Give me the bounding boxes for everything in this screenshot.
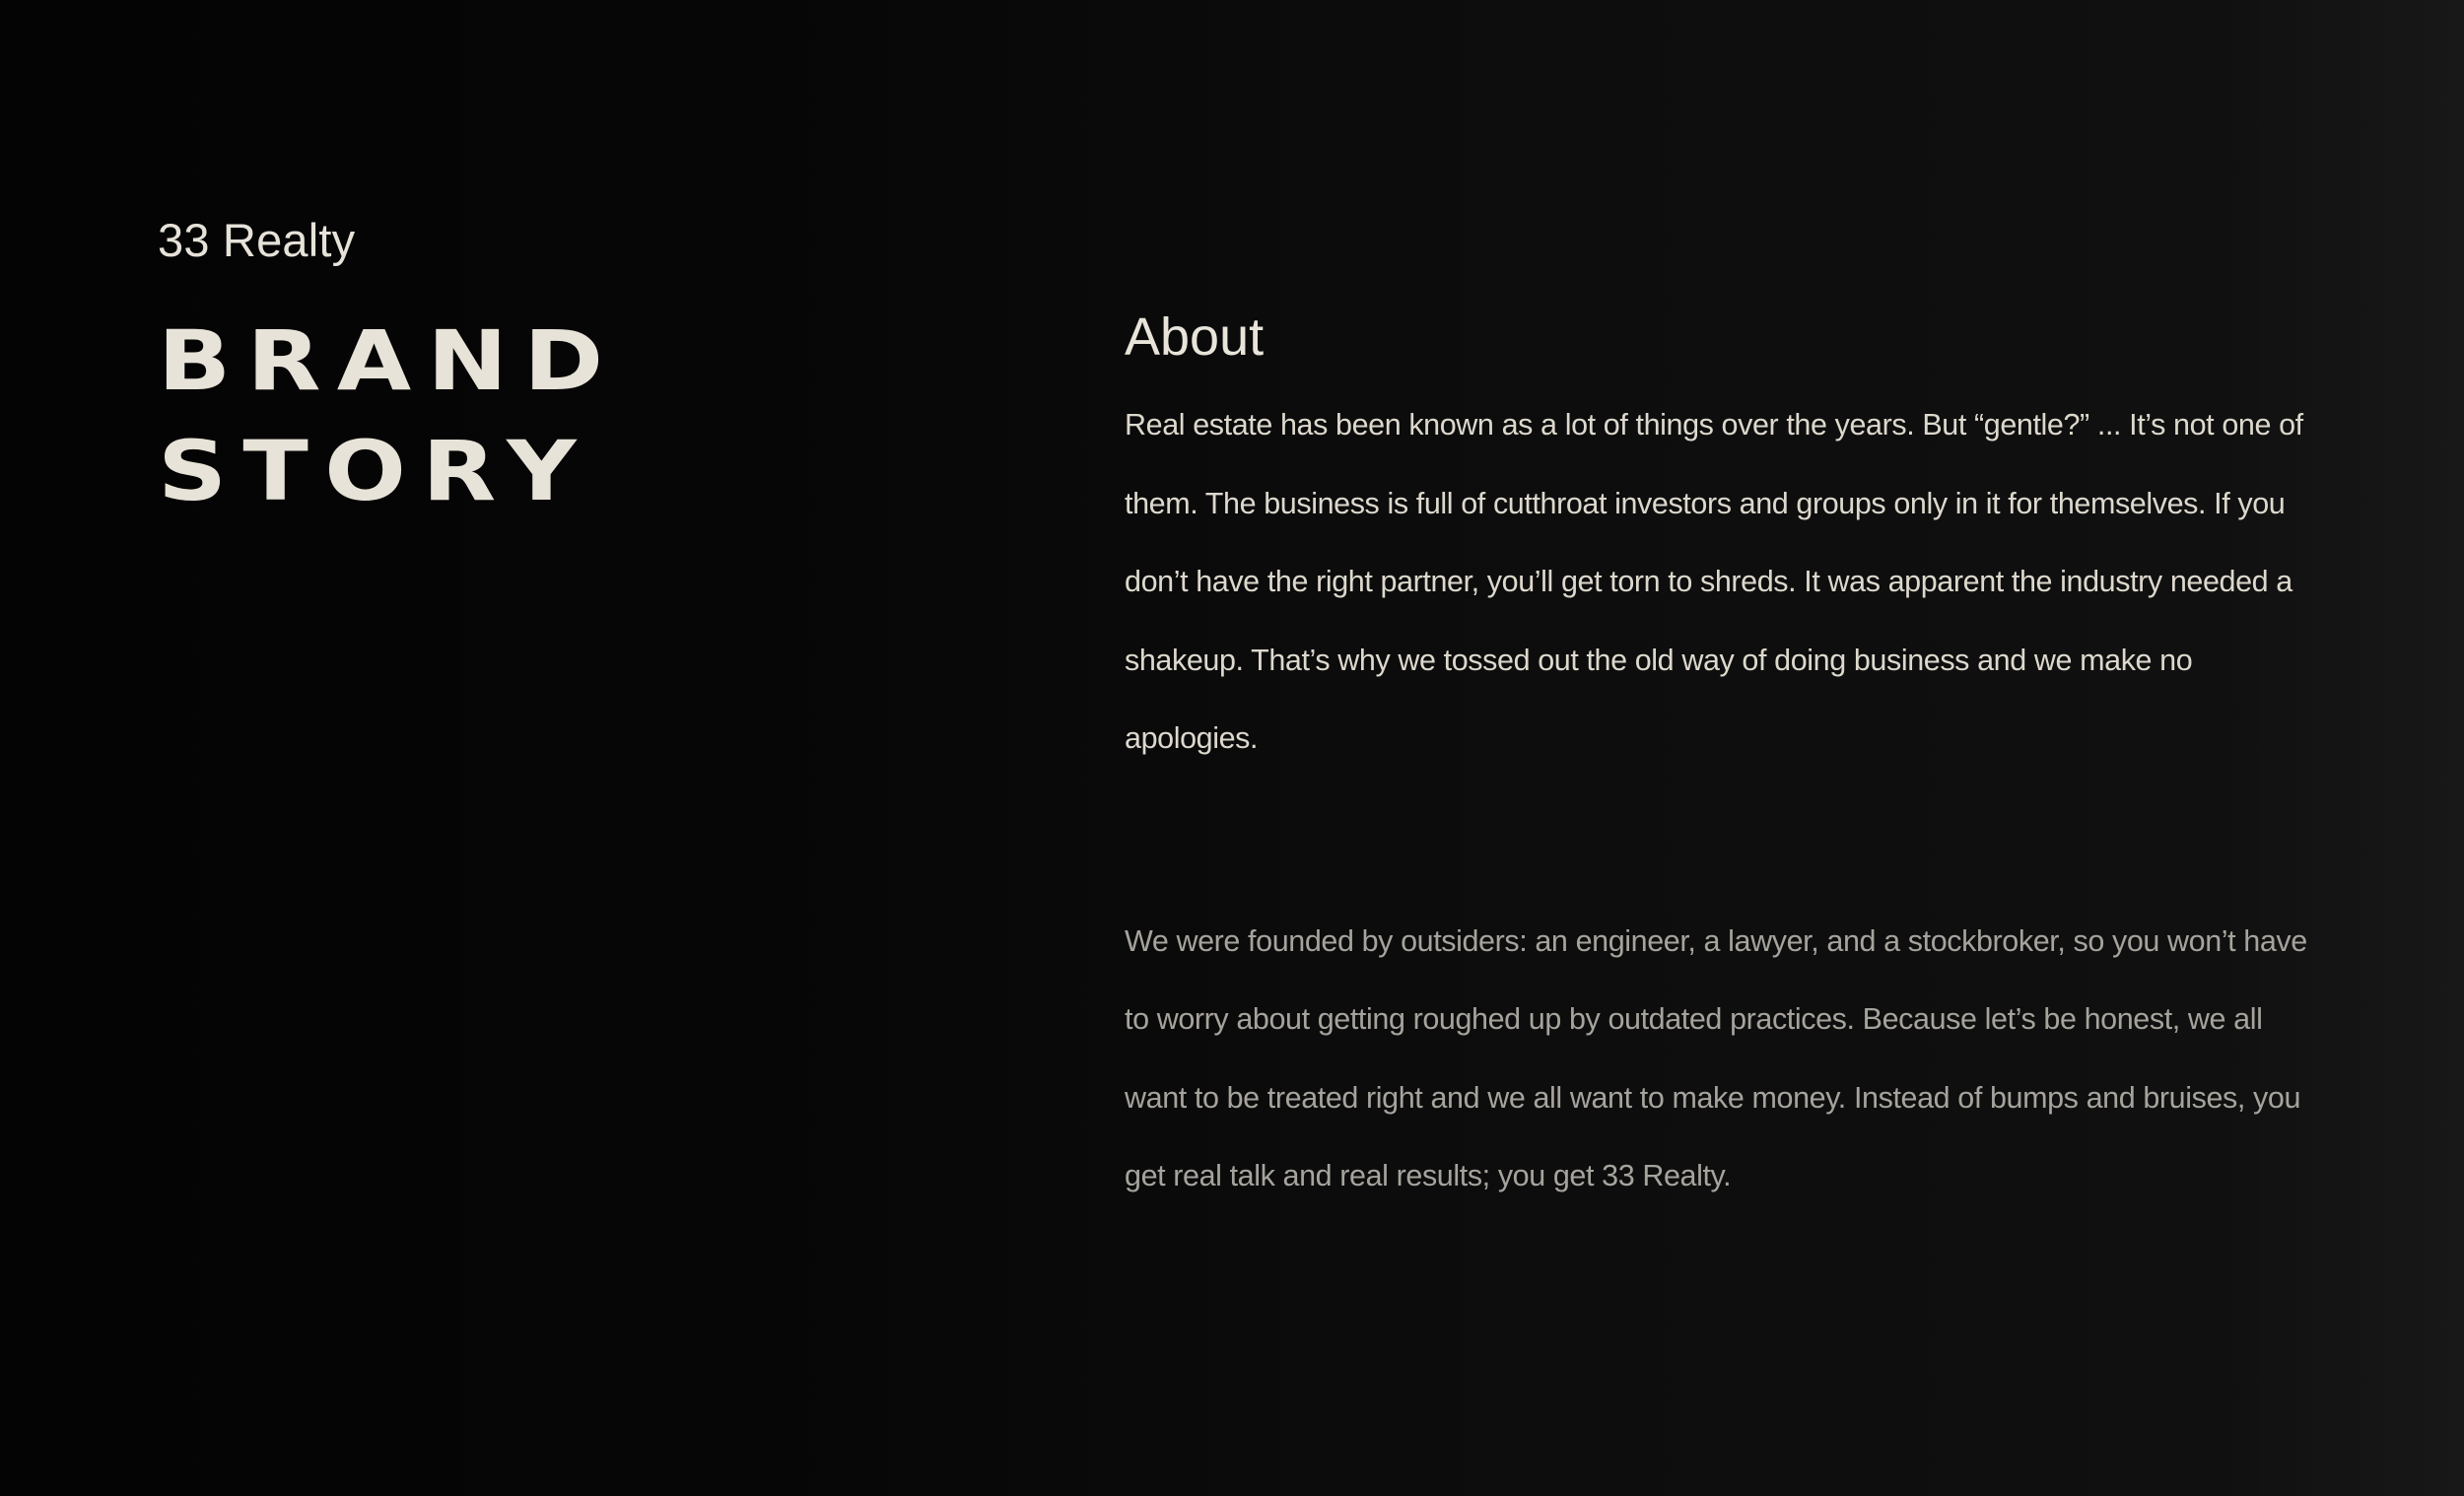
about-paragraph-2: We were founded by outsiders: an engineer, a lawyer, and a stockbroker, so you won’t have to worry about getting roughed up by outdated practices. Because let’s be honest, we all want to be treated right and we all want to make money. Instead of bumps and bruises, you get real talk and real results; you get 33 Realty. xyxy=(1125,923,2307,1192)
brand-title-line-2: STORY xyxy=(158,423,592,519)
about-heading: About xyxy=(1125,307,1265,367)
company-name: 33 Realty xyxy=(158,214,356,266)
brand-story-title xyxy=(158,306,619,526)
about-section xyxy=(1125,302,2327,1216)
brand-title-line-1: BRAND xyxy=(158,312,620,409)
about-paragraph-1: Real estate has been known as a lot of things over the years. But “gentle?” ... It’s not one of them. The business is full of cutthroat investors and groups only in it for themselves. If you don’t have the right partner, you’ll get torn to shreds. It was apparent the industry needed a shakeup. That’s why we tossed out the old way of doing business and we make no apologies. xyxy=(1125,408,2303,755)
brand-block xyxy=(158,209,946,272)
